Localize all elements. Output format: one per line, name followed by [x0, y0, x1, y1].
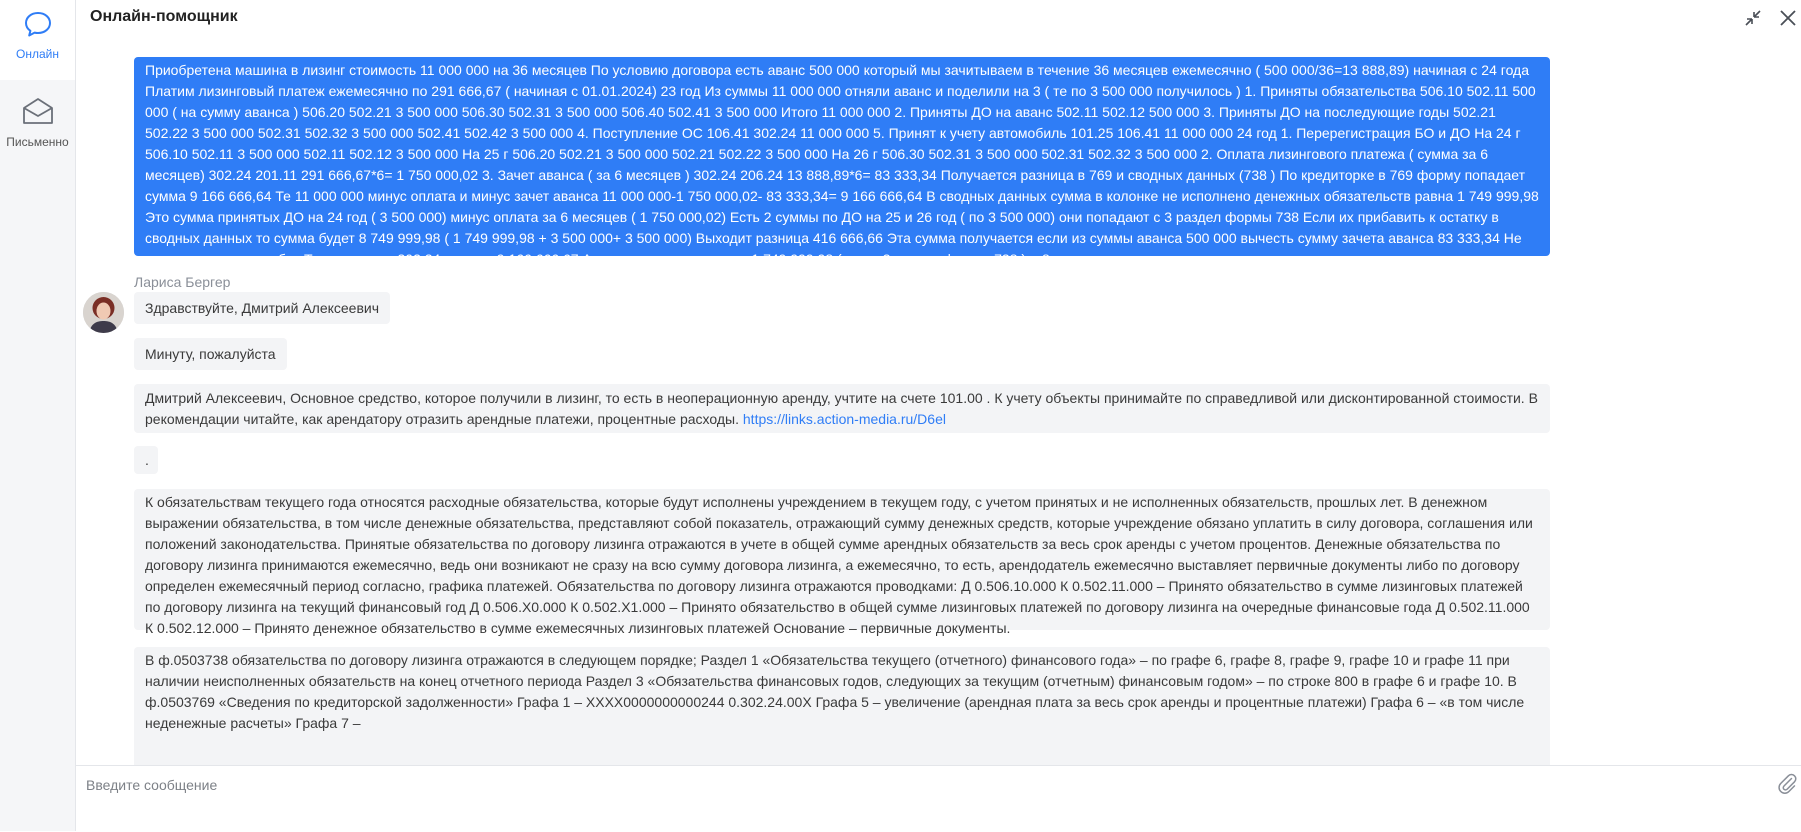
- message-composer: [76, 765, 1801, 832]
- paperclip-icon: [1776, 772, 1798, 794]
- close-icon: [1778, 8, 1798, 28]
- avatar: [83, 292, 124, 333]
- agent-avatar-image: [83, 292, 124, 333]
- message-input[interactable]: [84, 772, 1728, 798]
- agent-message: [134, 384, 1550, 433]
- chat-bubble-icon: [23, 10, 53, 38]
- recommendation-link[interactable]: https://links.action-media.ru/D6el: [742, 411, 946, 427]
- sidebar-item-label: Письменно: [6, 135, 69, 149]
- sidebar-item-online[interactable]: [0, 0, 75, 80]
- sidebar: [0, 0, 76, 831]
- sidebar-item-written[interactable]: [0, 84, 75, 164]
- agent-message: К обязательствам текущего года относятся расходные обязательства, которые будут исполнены учреждением в текущем году, с учетом принятых и не исполненных обязательств, прошлых лет. В денежном выражении обязательства, в том числе денежные обязательства, представляют собой показатель, отражающий сумму денежных средств, которые учреждение обязано уплатить в силу договора, соглашения или положений законодательства. Принятые обязательства по договору лизинга отражаются в учете в общей сумме арендных обязательств за весь срок аренды с учетом процентов. Денежные обязательства по договору лизинга принимаются ежемесячно, ведь они возникают не сразу на всю сумму договора лизинга, а ежемесячно, то есть, арендодатель ежемесячно выставляет первичные документы либо по договору определен ежемесячный период согласно, графика платежей. Обязательства по договору лизинга отражаются проводками: Д 0.506.10.000 К 0.502.11.000 – Принято обязательство в сумме лизинговых платежей по договору лизинга на текущий финансовый год Д 0.506.Х0.000 К 0.502.Х1.000 – Принято обязательство в общей сумме лизинговых платежей по договору лизинга на очередные финансовые года Д 0.502.11.000 К 0.502.12.000 – Принято денежное обязательство в сумме ежемесячных лизинговых платежей Основание – первичные документы.: [134, 489, 1550, 630]
- minimize-icon: [1743, 8, 1763, 28]
- page-title: Онлайн-помощник: [90, 8, 238, 25]
- user-message: Приобретена машина в лизинг стоимость 11 000 000 на 36 месяцев По условию договора есть аванс 500 000 который мы зачитываем в течение 36 месяцев ежемесячно ( 500 000/36=13 888,89) начиная с 24 года Платим лизинговый платеж ежемесячно по 291 666,67 ( начиная с 01.01.2024) 23 год Из суммы 11 000 000 отняли аванс и поделили на 3 ( те по 3 500 000 получилось ) 1. Приняты обязательства 506.10 502.11 500 000 ( на сумму аванса ) 506.20 502.21 3 500 000 506.30 502.31 3 500 000 506.40 502.41 3 500 000 Итого 11 000 000 2. Приняты ДО на аванс 502.11 502.12 500 000 3. Приняты ДО на последующие годы 502.21 502.22 3 500 000 502.31 502.32 3 500 000 502.41 502.42 3 500 000 4. Поступление ОС 106.41 302.24 11 000 000 5. Принят к учету автомобиль 101.25 106.41 11 000 000 24 год 1. Перерегистрация БО и ДО На 24 г 506.10 502.11 3 500 000 502.11 502.12 3 500 000 На 25 г 506.20 502.21 3 500 000 502.21 502.22 3 500 000 На 26 г 506.30 502.31 3 500 000 502.31 502.32 3 500 000 2. Оплата лизингового платежа ( сумма за 6 месяцев) 302.24 201.11 291 666,67*6= 1 750 000,02 3. Зачет аванса ( за 6 месяцев ) 302.24 206.24 13 888,89*6= 83 333,34 Получается разница в 769 и сводных данных (738 ) По кредиторке в 769 форму попадает сумма 9 166 666,64 Те 11 000 000 минус оплата и минус зачет аванса 11 000 000-1 750 000,02- 83 333,34= 9 166 666,64 В сводных данных сумма в колонке не исполнено денежных обязательств равна 1 749 999,98 Это сумма принятых ДО на 24 год ( 3 500 000) минус оплата за 6 месяцев ( 1 750 000,02) Есть 2 суммы по ДО на 25 и 26 год ( по 3 500 000) они попадают с 3 раздел формы 738 Если их прибавить к остатку в сводных данных то сумма будет 8 749 999,98 ( 1 749 999,98 + 3 500 000+ 3 500 000) Выходит разница 416 666,66 Эта сумма получается если из суммы аванса 500 000 вычесть сумму зачета аванса 83 333,34 Не могу понять где ошибка Те по кредиту 302.24 остаток 9 166 666,67 А сводных данных сумма 1 749 999,98 ( плюс 3 раздел формы 738 ) = 8: [134, 57, 1550, 256]
- attach-button[interactable]: [1776, 772, 1798, 799]
- agent-message: .: [134, 446, 158, 474]
- envelope-icon: [21, 96, 55, 126]
- agent-message: В ф.0503738 обязательства по договору лизинга отражаются в следующем порядке; Раздел 1 «Обязательства текущего (отчетного) финансового года» – по графе 6, графе 8, графе 9, графе 10 и графе 11 при наличии неисполненных обязательств на конец отчетного периода Раздел 3 «Обязательства финансовых годов, следующих за текущим (отчетным) финансовым годом» – по строке 800 в графе 6 и графе 10. В ф.0503769 «Сведения по кредиторской задолженности» Графа 1 – ХХХХ0000000000244 0.302.24.00Х Графа 5 – увеличение (арендная плата за весь срок аренды и процентные платежи) Графа 6 – «в том числе неденежные расчеты» Графа 7 –: [134, 647, 1550, 765]
- header: [76, 0, 1801, 34]
- minimize-button[interactable]: [1743, 8, 1763, 33]
- close-button[interactable]: [1778, 8, 1798, 33]
- sidebar-item-label: Онлайн: [16, 47, 59, 61]
- agent-message-text: Дмитрий Алексеевич, Основное средство, которое получили в лизинг, то есть в неоперационную аренду, учтите на счете 101.00 . К учету объекты принимайте по справедливой или дисконтированной стоимости. В рекомендации читайте, как арендатору отразить арендные платежи, процентные расходы.: [145, 390, 1538, 427]
- agent-name: Лариса Бергер: [134, 274, 231, 290]
- agent-message: Минуту, пожалуйста: [134, 338, 287, 370]
- agent-message: Здравствуйте, Дмитрий Алексеевич: [134, 292, 390, 324]
- chat-history[interactable]: [76, 34, 1801, 765]
